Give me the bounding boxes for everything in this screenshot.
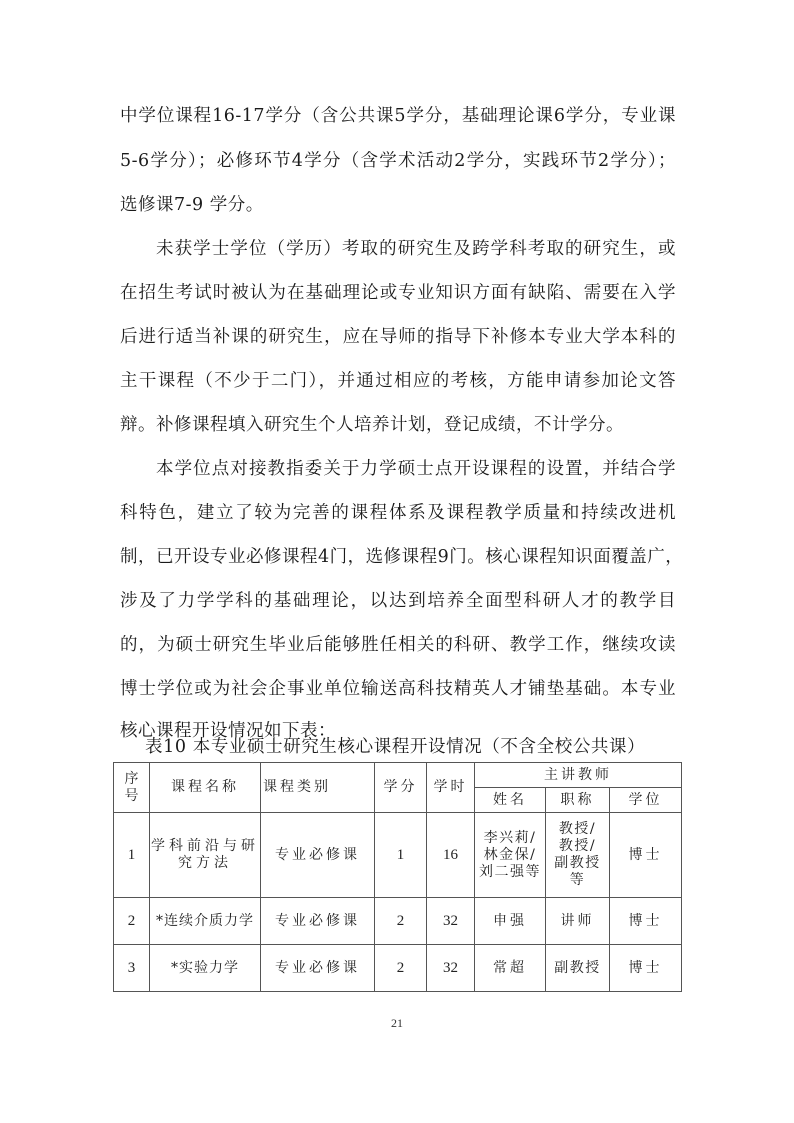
cell-index: 1	[114, 813, 150, 898]
header-teacher-name: 姓名	[475, 788, 546, 813]
table-row	[114, 813, 682, 898]
cell-teacher-title: 讲师	[546, 898, 610, 945]
header-teacher-group: 主讲教师	[475, 763, 682, 788]
paragraph-line: 主干课程（不少于二门），并通过相应的考核，方能申请参加论文答	[120, 371, 676, 391]
cell-course-name-line: 学科前沿与研	[151, 838, 259, 854]
cell-course-name: *实验力学	[150, 945, 261, 992]
cell-teacher-name: 申强	[475, 898, 546, 945]
cell-index: 2	[114, 898, 150, 945]
paragraph-line: 本学位点对接教指委关于力学硕士点开设课程的设置，并结合学	[156, 459, 676, 479]
cell-credits: 1	[375, 813, 427, 898]
paragraph-line: 在招生考试时被认为在基础理论或专业知识方面有缺陷、需要在入学	[120, 283, 676, 303]
header-course-type: 课程类别	[261, 763, 375, 813]
header-credits: 学分	[375, 763, 427, 813]
cell-course-name	[150, 813, 261, 898]
page-number: 21	[391, 1016, 403, 1030]
cell-teacher-title-line: 教授/	[558, 838, 597, 854]
cell-credits: 2	[375, 898, 427, 945]
cell-teacher-name-line: 李兴莉/	[483, 829, 537, 846]
paragraph-line: 选修课7-9 学分。	[120, 195, 264, 215]
cell-credits: 2	[375, 945, 427, 992]
cell-teacher-degree: 博士	[610, 898, 682, 945]
cell-teacher-title-line: 副教授	[554, 855, 601, 871]
cell-teacher-name-line: 刘二强等	[479, 863, 541, 880]
cell-course-name-line: 究方法	[178, 855, 232, 871]
table-row	[114, 898, 682, 945]
cell-course-type: 专业必修课	[261, 813, 375, 898]
cell-teacher-name-line: 林金保/	[483, 846, 537, 863]
core-courses-table	[113, 762, 682, 992]
cell-teacher-name: 常超	[475, 945, 546, 992]
cell-hours: 32	[427, 945, 475, 992]
table-caption: 表10 本专业硕士研究生核心课程开设情况（不含全校公共课）	[145, 737, 646, 757]
paragraph-line: 辩。补修课程填入研究生个人培养计划，登记成绩，不计学分。	[120, 415, 624, 435]
paragraph-line: 后进行适当补课的研究生，应在导师的指导下补修本专业大学本科的	[120, 327, 676, 347]
header-index	[114, 763, 150, 813]
cell-teacher-title-line: 等	[569, 872, 586, 888]
paragraph-line: 的，为硕士研究生毕业后能够胜任相关的科研、教学工作，继续攻读	[120, 635, 676, 655]
cell-course-name: *连续介质力学	[150, 898, 261, 945]
header-teacher-title: 职称	[546, 788, 610, 813]
cell-teacher-degree: 博士	[610, 945, 682, 992]
cell-teacher-degree: 博士	[610, 813, 682, 898]
table-row	[114, 945, 682, 992]
header-teacher-degree: 学位	[610, 788, 682, 813]
cell-teacher-title-line: 教授/	[558, 821, 597, 837]
header-index-line: 号	[124, 787, 139, 804]
paragraph-line: 核心课程开设情况如下表：	[120, 721, 336, 741]
paragraph-line: 涉及了力学学科的基础理论，以达到培养全面型科研人才的教学目	[120, 591, 676, 611]
cell-course-type: 专业必修课	[261, 945, 375, 992]
paragraph-line: 中学位课程16-17学分（含公共课5学分，基础理论课6学分，专业课	[120, 106, 676, 126]
header-hours: 学时	[427, 763, 475, 813]
paragraph-line: 博士学位或为社会企事业单位输送高科技精英人才铺垫基础。本专业	[120, 679, 676, 699]
header-course-name: 课程名称	[150, 763, 261, 813]
cell-course-type: 专业必修课	[261, 898, 375, 945]
cell-hours: 32	[427, 898, 475, 945]
header-index-line: 序	[124, 770, 139, 787]
cell-index: 3	[114, 945, 150, 992]
cell-hours: 16	[427, 813, 475, 898]
paragraph-line: 科特色，建立了较为完善的课程体系及课程教学质量和持续改进机	[120, 503, 676, 523]
cell-teacher-name	[475, 813, 546, 898]
paragraph-line: 5-6学分）；必修环节4学分（含学术活动2学分，实践环节2学分）；	[120, 151, 676, 171]
cell-teacher-title: 副教授	[546, 945, 610, 992]
table-header-row	[114, 763, 682, 788]
cell-teacher-title	[546, 813, 610, 898]
paragraph-line: 未获学士学位（学历）考取的研究生及跨学科考取的研究生，或	[156, 239, 676, 259]
paragraph-line: 制，已开设专业必修课程4门，选修课程9门。核心课程知识面覆盖广，	[120, 547, 684, 567]
